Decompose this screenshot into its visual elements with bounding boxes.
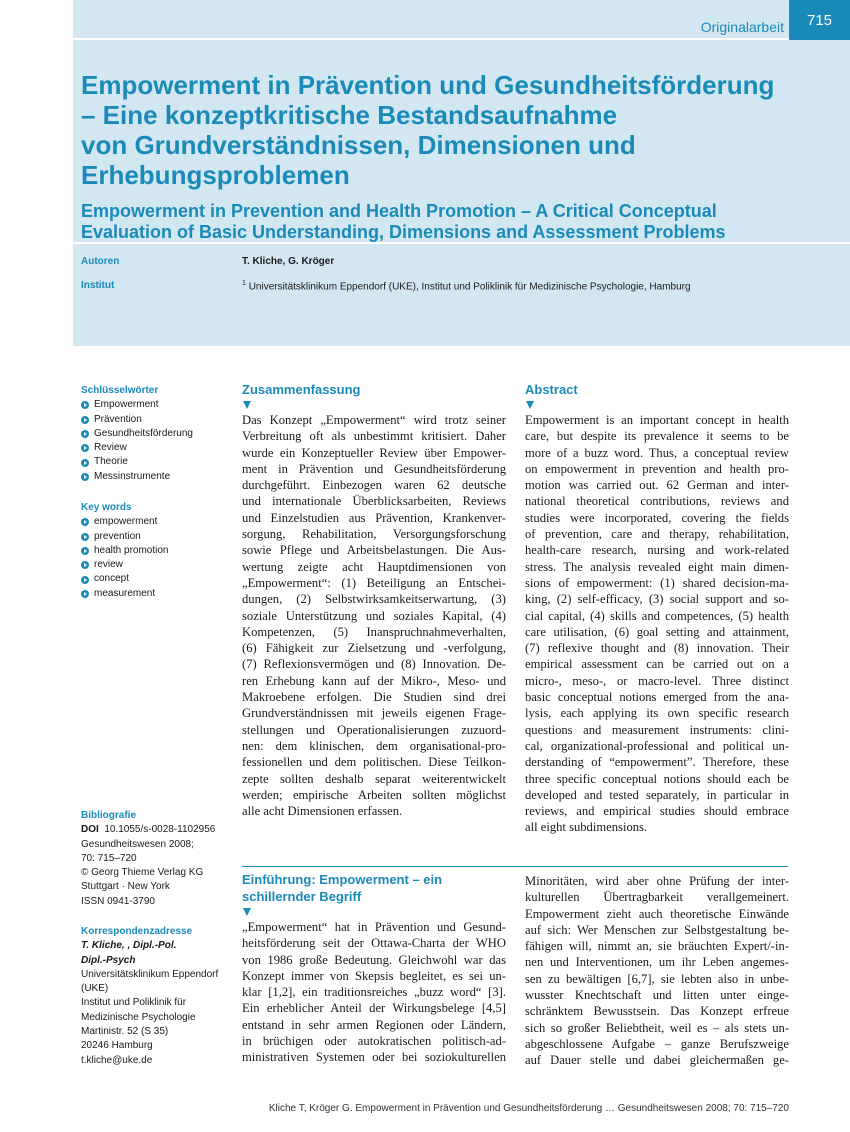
authors-label: Autoren (81, 256, 120, 267)
arrow-bullet-icon (81, 547, 89, 555)
text-line: cial capital, (4) skills and competences, (5) health (525, 608, 789, 623)
zusammenfassung-body (242, 412, 506, 819)
text-line: wertung zeigte acht Hauptdimensionen von (242, 559, 506, 574)
arrow-bullet-icon (81, 430, 89, 438)
text-line: three specific conceptual notions should each be (525, 771, 789, 786)
title-line: Empowerment in Prevention and Health Promotion – A Critical Conceptual (81, 201, 717, 221)
doi-label: DOI (81, 824, 99, 836)
text-line: abgeschlossene Aufgabe – ganze Berufszweige (525, 1036, 789, 1051)
text-line: sowie Pflege und Arbeitsbelastungen. Die Aus- (242, 543, 506, 558)
section-divider (242, 866, 788, 867)
abstract-body (525, 412, 789, 836)
text-line: developed and tested separately, in particular in (525, 787, 789, 802)
keyword-label: health promotion (94, 544, 169, 556)
text-line: national theoretical contributions, reviews and (525, 494, 789, 509)
keywords-de-title: Schlüsselwörter (81, 385, 159, 396)
corr-line: 20246 Hamburg (81, 1040, 153, 1052)
corr-line: Universitätsklinikum Eppendorf (81, 968, 219, 980)
corr-line: (UKE) (81, 983, 109, 995)
text-line: auf sich: Wer Menschen zur Selbstgestaltung be- (525, 922, 789, 937)
keyword-item[interactable] (81, 515, 231, 529)
corr-line: Institut und Poliklinik für (81, 997, 187, 1009)
abstract-title: Abstract (525, 382, 578, 397)
text-line: schränktem Bewusstsein. Das Konzept erfreue (525, 1004, 789, 1019)
text-line: sich so großer Beliebtheit, weil es – als stets un- (525, 1020, 789, 1035)
text-line: wusster Knechtschaft und litten unter einge- (525, 988, 789, 1003)
text-line: stress. The analysis revealed eight main dimen- (525, 559, 789, 574)
arrow-bullet-icon (81, 576, 89, 584)
email-link[interactable]: t.kliche@uke.de (81, 1054, 153, 1066)
text-line: more of a buzz word. Thus, a conceptual review (525, 445, 789, 460)
keyword-label: empowerment (94, 516, 158, 528)
intro-section-right (525, 873, 789, 1069)
text-line: Makroebene erfolgen. Die Studien sind drei (242, 690, 506, 705)
text-line: (7) Reflexionsvermögen und (8) Innovation. De- (242, 657, 506, 672)
arrow-bullet-icon (81, 444, 89, 452)
keyword-label: Review (94, 442, 127, 454)
text-line: werden; empirische Arbeiten sollten möglichst (242, 787, 506, 802)
article-title-de (81, 70, 801, 190)
keyword-item[interactable] (81, 558, 231, 572)
text-line: Konzept immer von Skepsis begleitet, es sei un- (242, 968, 506, 983)
keyword-label: Prävention (94, 413, 142, 425)
keyword-item[interactable] (81, 544, 231, 558)
text-line: reviews, and empirical studies should embrace (525, 804, 789, 819)
biblio-line: Stuttgart · New York (81, 881, 170, 893)
corr-title: Korrespondenzadresse (81, 926, 193, 937)
institute-sup: 1 (242, 280, 246, 287)
text-line: derstanding of “empowerment”. Therefore, these (525, 755, 789, 770)
zusammenfassung-title: Zusammenfassung (242, 382, 361, 397)
text-line: sorgung, Rehabilitation, Versorgungsforschung (242, 527, 506, 542)
text-line: Grundverständnissen mit jeweils eigenen Frage- (242, 706, 506, 721)
text-line: health-care research, nursing and work-related (525, 543, 789, 558)
text-line: dungen, (2) Selbstwirksamkeitserwartung, (3) (242, 592, 506, 607)
corr-name: T. Kliche, , Dipl.-Pol. (81, 940, 177, 952)
text-line: alle acht Dimensionen erfassen. (242, 804, 403, 819)
text-line: nen und Interventionen, um ihr Leben angemes- (525, 955, 789, 970)
page-footer: Kliche T, Kröger G. Empowerment in Prävention und Gesundheitsförderung … Gesundheitswesen 2008; 70: 715–720 (268, 1103, 789, 1114)
keyword-label: Theorie (94, 456, 128, 468)
keyword-item[interactable] (81, 441, 231, 455)
text-line: „Empowerment“: (1) Beteiligung an Entschei- (242, 575, 506, 590)
title-line: Erhebungsproblemen (81, 160, 350, 190)
institute-text: Universitätsklinikum Eppendorf (UKE), Institut und Poliklinik für Medizinische Psychologie, Hamburg (248, 281, 691, 293)
keyword-item[interactable] (81, 572, 231, 586)
intro-body-right (525, 873, 789, 1069)
biblio-line: ISSN 0941-3790 (81, 895, 155, 907)
text-line: motion was carried out. 62 German and inter- (525, 478, 789, 493)
text-line: heitsförderung seit der Ottawa-Charta der WHO (242, 936, 506, 951)
keywords-en-title: Key words (81, 502, 132, 513)
text-line: Das Konzept „Empowerment“ wird trotz seiner (242, 413, 506, 427)
text-line: stellungen und Operationalisierungen zuzuord- (242, 722, 506, 737)
biblio-title: Bibliografie (81, 810, 137, 821)
keyword-label: measurement (94, 587, 156, 599)
title-line: Empowerment in Prävention und Gesundheitsförderung (81, 70, 775, 100)
text-line: zepte sollten deshalb separat weiterentwickelt (242, 771, 506, 786)
text-line: (7) reflexive thought and (8) innovation. Their (525, 641, 789, 656)
text-line: Ein erheblicher Anteil der Wirkungsbelege [4,5] (242, 1001, 506, 1016)
text-line: basic conceptual notions emerged from the ana- (525, 690, 789, 705)
text-line: Minoritäten, wird aber ohne Prüfung der inter- (525, 874, 789, 888)
arrow-bullet-icon (81, 518, 89, 526)
text-line: von 1986 große Bedeutung. Gleichwohl war das (242, 952, 506, 967)
text-line: in brüchigen oder autokratischen politisch-ad- (242, 1034, 506, 1049)
text-line: fähigen will, nimmt an, sie bräuchten Expert/-in- (525, 939, 789, 954)
biblio-line: Gesundheitswesen 2008; (81, 838, 194, 850)
text-line: klar [1,2], ein traditionsreiches „buzz word“ [3]. (242, 985, 506, 1000)
zusammenfassung-section (242, 381, 506, 819)
arrow-bullet-icon (81, 459, 89, 467)
section-label: Originalarbeit (700, 19, 784, 35)
text-line: all eight subdimensions. (525, 820, 648, 835)
keyword-item[interactable] (81, 455, 231, 469)
arrow-bullet-icon (81, 533, 89, 541)
biblio-line: 70: 715–720 (81, 852, 137, 864)
triangle-down-icon (526, 401, 534, 409)
text-line: Kompetenzen, (5) Inanspruchnahmeverhalten, (242, 624, 506, 639)
text-line: sen zu bewältigen [6,7], sie lebten also in unbe- (525, 971, 789, 986)
text-line: nen: dem klinischen, dem organisational-pro- (242, 738, 506, 753)
text-line: (6) Fähigkeit zur Zielsetzung und -verfolgung, (242, 641, 506, 656)
intro-body-left (242, 919, 506, 1066)
text-line: Empowerment is an important concept in health (525, 413, 789, 427)
text-line: sions of empowerment: (1) shared decision-ma- (525, 575, 789, 590)
arrow-bullet-icon (81, 416, 89, 424)
text-line: of prevention, care and therapy, rehabilitation, (525, 527, 789, 542)
article-title-en (81, 201, 801, 243)
text-line: ministrativen Systemen oder bei soziokulturellen (242, 1050, 506, 1065)
abstract-section (525, 381, 789, 836)
text-line: ren Erhebung kann auf der Mikro-, Meso- und (242, 673, 506, 688)
text-line: king, (2) self-efficacy, (3) social support and so- (525, 592, 789, 607)
doi-line (81, 823, 231, 837)
keyword-item[interactable] (81, 587, 231, 601)
text-line: micro-, meso-, or macro-level. Three distinct (525, 673, 789, 688)
arrow-bullet-icon (81, 473, 89, 481)
arrow-bullet-icon (81, 401, 89, 409)
arrow-bullet-icon (81, 590, 89, 598)
text-line: kulturellen Übertragbarkeit verallgemeinert. (525, 890, 789, 905)
page-number: 715 (789, 0, 850, 40)
text-line: entstand in sehr armen Regionen oder Ländern, (242, 1017, 506, 1032)
arrow-bullet-icon (81, 561, 89, 569)
corr-name: Dipl.-Psych (81, 954, 136, 966)
text-line: wurde ein Konzeptueller Review über Empower- (242, 445, 506, 460)
text-line: fessionellen und dem politischen. Diese Teilkon- (242, 755, 506, 770)
keyword-item[interactable] (81, 530, 231, 544)
triangle-down-icon (243, 401, 251, 409)
keyword-label: review (94, 559, 123, 571)
text-line: Empowerment zieht auch theoretische Einwände (525, 906, 789, 921)
text-line: questions and measurement instruments: clini- (525, 722, 789, 737)
text-line: care utilisation, (6) goal setting and attainment, (525, 624, 789, 639)
title-line: Evaluation of Basic Understanding, Dimensions and Assessment Problems (81, 222, 726, 242)
text-line: „Empowerment“ hat in Prävention und Gesund- (242, 920, 506, 934)
intro-title-line: Einführung: Empowerment – ein (242, 872, 443, 887)
keyword-label: concept (94, 573, 130, 585)
text-line: lysis, each applying its own specific research (525, 706, 789, 721)
triangle-down-icon (243, 908, 251, 916)
keyword-label: Empowerment (94, 399, 159, 411)
institute (242, 280, 691, 292)
doi-value[interactable]: 10.1055/s-0028-1102956 (104, 824, 216, 836)
intro-section (242, 871, 506, 1066)
text-line: cal, organizational-professional and political un- (525, 738, 789, 753)
bibliography (81, 809, 231, 909)
keyword-item[interactable] (81, 470, 231, 484)
text-line: durchgeführt. Einbezogen waren 62 deutsche (242, 478, 506, 493)
text-line: soziale Unterstützung und soziales Kapital, (4) (242, 608, 506, 623)
keyword-label: prevention (94, 530, 141, 542)
keyword-item[interactable] (81, 398, 231, 412)
keyword-label: Messinstrumente (94, 470, 171, 482)
keyword-label: Gesundheitsförderung (94, 427, 193, 439)
text-line: care, but despite its prevalence it seems to be (525, 429, 789, 444)
text-line: und internationale Überblicksarbeiten, Reviews (242, 494, 506, 509)
authors: T. Kliche, G. Kröger (242, 256, 335, 267)
keywords-en (81, 501, 231, 601)
text-line: on empowerment in prevention and health pro- (525, 461, 789, 476)
text-line: studies were incorporated, covering the fields (525, 510, 789, 525)
text-line: empirical assessment can be carried out on a (525, 657, 789, 672)
title-line: – Eine konzeptkritische Bestandsaufnahme (81, 100, 618, 130)
biblio-line: © Georg Thieme Verlag KG (81, 867, 204, 879)
text-line: auf Dauer stelle und dabei gleichermaßen ge- (525, 1053, 789, 1068)
corr-line: Medizinische Psychologie (81, 1011, 196, 1023)
keywords-de (81, 384, 231, 484)
keyword-item[interactable] (81, 413, 231, 427)
institute-label: Institut (81, 280, 115, 291)
text-line: und Einzelstudien aus Prävention, Krankenver- (242, 510, 506, 525)
text-line: Verbreitung oft als unbestimmt kritisiert. Daher (242, 429, 506, 444)
intro-title (242, 871, 506, 905)
corr-line: Martinistr. 52 (S 35) (81, 1026, 169, 1038)
text-line: ment in Prävention und Gesundheitsförderung (242, 461, 506, 476)
title-line: von Grundverständnissen, Dimensionen und (81, 130, 636, 160)
intro-title-line: schillernder Begriff (242, 889, 362, 904)
keyword-item[interactable] (81, 427, 231, 441)
correspondence (81, 925, 231, 1068)
header-divider (73, 38, 850, 40)
